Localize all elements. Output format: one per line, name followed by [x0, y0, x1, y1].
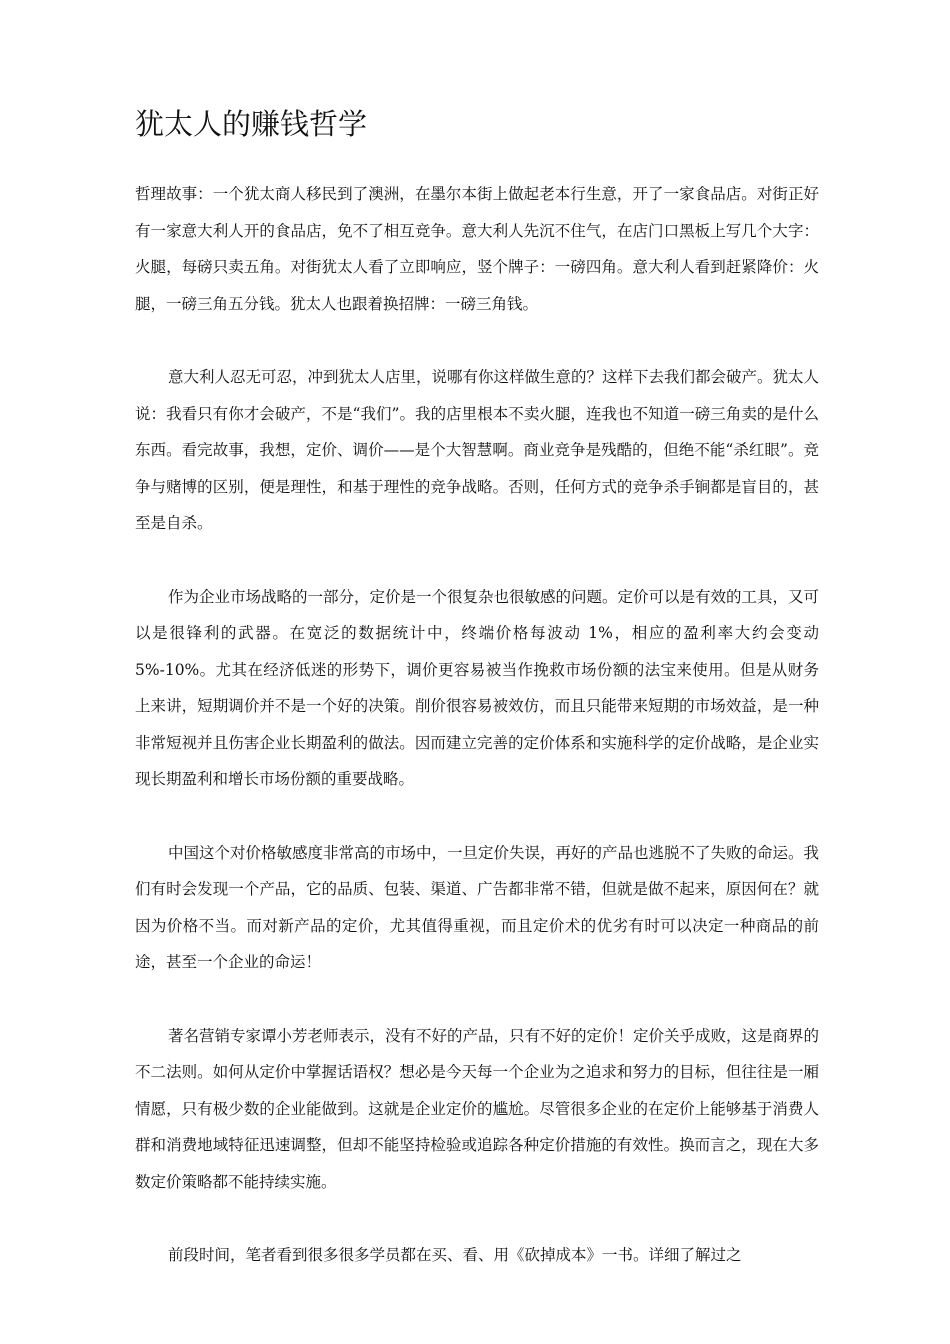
article-body — [135, 176, 819, 1311]
paragraph-competition: 意大利人忍无可忍，冲到犹太人店里，说哪有你这样做生意的？这样下去我们都会破产。犹太人说：我看只有你才会破产，不是“我们”。我的店里根本不卖火腿，连我也不知道一磅三角卖的是什么东西。看完故事，我想，定价、调价——是个大智慧啊。商业竞争是残酷的，但绝不能“杀红眼”。竞争与赌博的区别，便是理性，和基于理性的竞争战略。否则，任何方式的竞争杀手锏都是盲目的，甚至是自杀。 — [135, 368, 820, 532]
paragraph-expert-view: 著名营销专家谭小芳老师表示，没有不好的产品，只有不好的定价！定价关乎成败，这是商界的不二法则。如何从定价中掌握话语权？想必是今天每一个企业为之追求和努力的目标，但往往是一厢情愿，只有极少数的企业能做到。这就是企业定价的尴尬。尽管很多企业的在定价上能够基于消费人群和消费地域特征迅速调整，但却不能坚持检验或追踪各种定价措施的有效性。换而言之，现在大多数定价策略都不能持续实施。 — [135, 1026, 820, 1191]
paragraph-china-market: 中国这个对价格敏感度非常高的市场中，一旦定价失误，再好的产品也逃脱不了失败的命运。我们有时会发现一个产品，它的品质、包装、渠道、广告都非常不错，但就是做不起来，原因何在？就因为价格不当。而对新产品的定价，尤其值得重视，而且定价术的优劣有时可以决定一种商品的前途，甚至一个企业的命运！ — [135, 843, 820, 971]
paragraph-book-mention: 前段时间，笔者看到很多很多学员都在买、看、用《砍掉成本》一书。详细了解过之 — [168, 1246, 742, 1264]
paragraph-story: 哲理故事：一个犹太商人移民到了澳洲，在墨尔本街上做起老本行生意，开了一家食品店。对街正好有一家意大利人开的食品店，免不了相互竞争。意大利人先沉不住气，在店门口黑板上写几个大字：火腿，每磅只卖五角。对街犹太人看了立即响应，竖个牌子：一磅四角。意大利人看到赶紧降价：火腿，一磅三角五分钱。犹太人也跟着换招牌：一磅三角钱。 — [135, 185, 819, 313]
page-title: 犹太人的赚钱哲学 — [135, 107, 368, 141]
paragraph-pricing-strategy: 作为企业市场战略的一部分，定价是一个很复杂也很敏感的问题。定价可以是有效的工具，又可以是很锋利的武器。在宽泛的数据统计中，终端价格每波动 1%，相应的盈利率大约会变动 5%-10%。尤其在经济低迷的形势下，调价更容易被当作挽救市场份额的法宝来使用。但是从财务上来讲，短期调价并不是一个好的决策。削价很容易被效仿，而且只能带来短期的市场效益，是一种非常短视并且伤害企业长期盈利的做法。因而建立完善的定价体系和实施科学的定价战略，是企业实现长期盈利和增长市场份额的重要战略。 — [135, 587, 820, 788]
